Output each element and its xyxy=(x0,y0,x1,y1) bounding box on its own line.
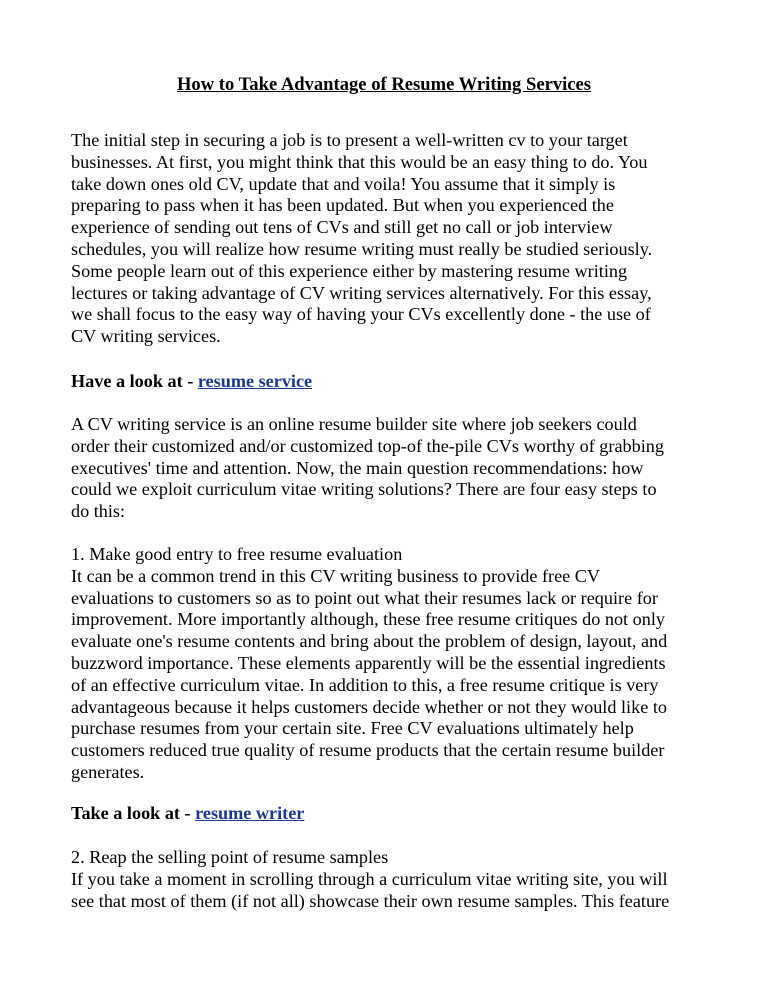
cv-service-line: executives' time and attention. Now, the main question recommendations: how xyxy=(71,457,644,478)
intro-line: CV writing services. xyxy=(71,326,221,347)
step-1-line: buzzword importance. These elements apparently will be the essential ingredients xyxy=(71,652,666,673)
intro-line: Some people learn out of this experience either by mastering resume writing xyxy=(71,260,628,281)
resume-writer-link[interactable]: resume writer xyxy=(195,803,305,823)
step-1-line: evaluations to customers so as to point out what their resumes lack or require for xyxy=(71,587,658,608)
step-1-line: of an effective curriculum vitae. In addition to this, a free resume critique is very xyxy=(71,674,659,695)
cv-service-line: order their customized and/or customized top-of the-pile CVs worthy of grabbing xyxy=(71,435,664,456)
cv-service-line: do this: xyxy=(71,501,126,522)
resume-service-link[interactable]: resume service xyxy=(197,371,313,391)
step-1-line: It can be a common trend in this CV writing business to provide free CV xyxy=(71,565,601,586)
step-1-line: evaluate one's resume contents and bring about the problem of design, layout, and xyxy=(71,631,668,652)
document-title: How to Take Advantage of Resume Writing Services xyxy=(176,74,592,95)
intro-paragraph xyxy=(71,130,711,348)
intro-line: preparing to pass when it has been updated. But when you experienced the xyxy=(71,195,614,216)
see-also-prefix: Take a look at - xyxy=(71,803,196,823)
step-1-line: improvement. More importantly although, these free resume critiques do not only xyxy=(71,609,665,630)
intro-line: businesses. At first, you might think that this would be an easy thing to do. You xyxy=(71,151,648,172)
step-1-line: advantageous because it helps customers decide whether or not they would like to xyxy=(71,696,667,717)
step-2-section xyxy=(71,847,711,912)
step-1-line: 1. Make good entry to free resume evaluation xyxy=(71,544,403,564)
intro-line: schedules, you will realize how resume writing must really be studied seriously. xyxy=(71,238,653,259)
step-1-section xyxy=(71,544,711,784)
step-2-line: If you take a moment in scrolling through a curriculum vitae writing site, you will xyxy=(71,868,668,889)
intro-line: lectures or taking advantage of CV writing services alternatively. For this essay, xyxy=(71,282,652,303)
cv-service-line: A CV writing service is an online resume builder site where job seekers could xyxy=(71,414,637,434)
step-2-line: see that most of them (if not all) showcase their own resume samples. This feature xyxy=(71,890,670,911)
intro-line: experience of sending out tens of CVs and still get no call or job interview xyxy=(71,217,613,238)
see-also-resume-writer xyxy=(71,803,711,825)
step-1-line: customers reduced true quality of resume products that the certain resume builder xyxy=(71,740,665,761)
intro-line: take down ones old CV, update that and voila! You assume that it simply is xyxy=(71,173,616,194)
see-also-prefix: Have a look at - xyxy=(71,371,198,391)
see-also-resume-service xyxy=(71,371,711,393)
cv-service-paragraph xyxy=(71,414,711,523)
step-2-line: 2. Reap the selling point of resume samples xyxy=(71,847,389,867)
step-1-line: generates. xyxy=(71,761,145,782)
intro-line: The initial step in securing a job is to present a well-written cv to your target xyxy=(71,130,628,150)
intro-line: we shall focus to the easy way of having your CVs excellently done - the use of xyxy=(71,304,651,325)
cv-service-line: could we exploit curriculum vitae writing solutions? There are four easy steps to xyxy=(71,479,657,500)
step-1-line: purchase resumes from your certain site. Free CV evaluations ultimately help xyxy=(71,718,634,739)
